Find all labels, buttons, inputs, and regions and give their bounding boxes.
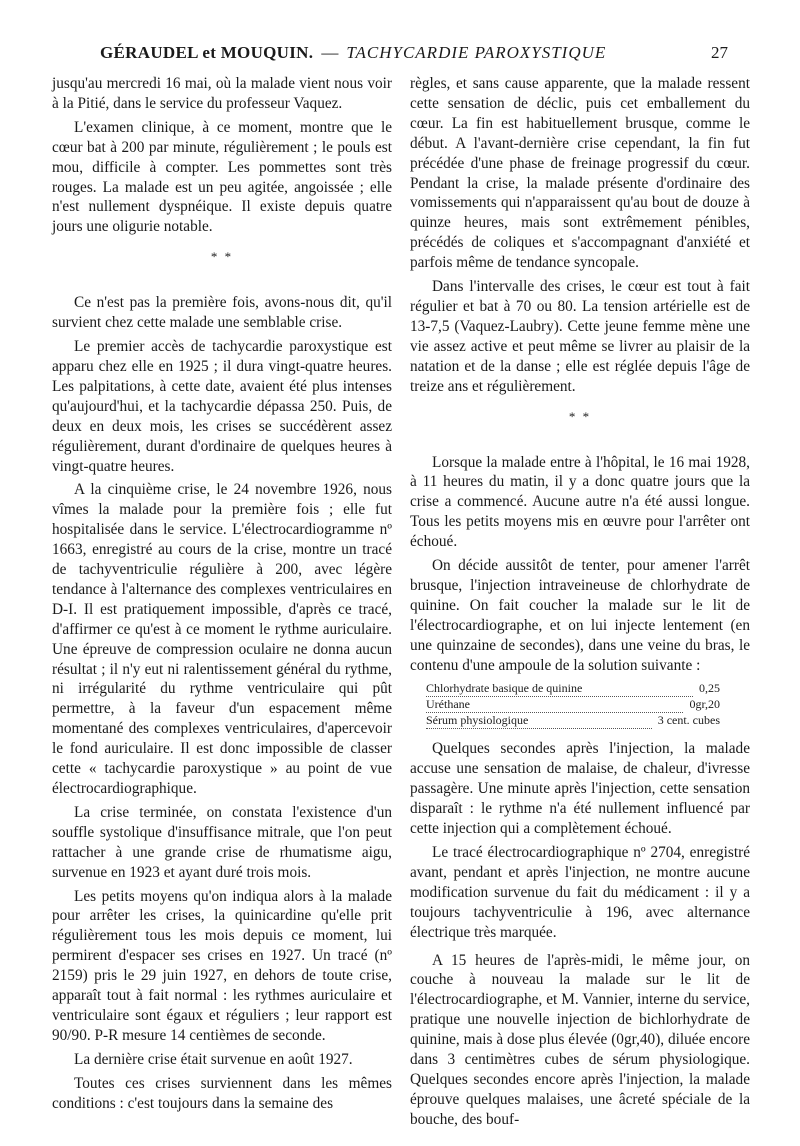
formula-item: Sérum physiologique [426, 713, 652, 729]
formula-item: Chlorhydrate basique de quinine [426, 681, 693, 697]
formula-quantity: 3 cent. cubes [657, 713, 720, 728]
section-separator-stars [410, 408, 750, 441]
right-column [410, 74, 750, 1134]
paragraph: Dans l'intervalle des crises, le cœur est tout à fait régulier et bat à 70 ou 80. La tension artérielle est de 13-7,5 (Vaquez-Laubry). Cette jeune femme mène une vie assez active et peut même se livrer au plaisir de la natation et de la danse ; elle est réglée depuis l'âge de treize ans et régulièrement. [410, 278, 750, 395]
formula-item: Uréthane [426, 697, 683, 713]
paragraph: La dernière crise était survenue en août 1927. [74, 1050, 353, 1068]
paragraph: L'examen clinique, à ce moment, montre que le cœur bat à 200 par minute, régulièrement ; le pouls est mou, difficile à compter. Les pommettes sont très rouges. La malade est un peu agitée, angoissée ; elle n'est nullement dyspnéique. Il existe depuis quatre jours une oligurie notable. [52, 118, 392, 236]
page-number: 27 [711, 43, 728, 62]
paragraph: jusqu'au mercredi 16 mai, où la malade vient nous voir à la Pitié, dans le service du professeur Vaquez. [52, 75, 392, 112]
section-separator-stars [52, 251, 392, 281]
running-header [100, 40, 728, 66]
formula-row [410, 681, 750, 697]
header-authors: GÉRAUDEL et MOUQUIN. [100, 43, 314, 62]
paragraph: On décide aussitôt de tenter, pour amener l'arrêt brusque, l'injection intraveineuse de chlorhydrate de quinine. On fait coucher la malade sur le lit de l'électrocardiographe, et on lui injecte lentement (en une quinzaine de secondes), dans une veine du bras, le contenu d'une ampoule de la solution suivante : [410, 557, 750, 674]
formula-row [410, 697, 750, 713]
stars-glyph: * * [210, 249, 234, 265]
formula-quantity: 0gr,20 [689, 697, 720, 712]
paragraph: Toutes ces crises surviennent dans les mêmes conditions : c'est toujours dans la semaine des [52, 1074, 392, 1112]
paragraph: La crise terminée, on constata l'existence d'un souffle systolique d'insuffisance mitrale, que l'on peut rattacher à une grande crise de rhumatisme aigu, survenue en 1923 et ayant duré trois mois. [52, 803, 392, 881]
paragraph: A la cinquième crise, le 24 novembre 1926, nous vîmes la malade pour la première fois ; elle fut hospitalisée dans le service. L'électrocardiogramme nº 1663, enregistré au cours de la crise, montre un tracé de tachyventriculie régulière à 200, avec légère tendance à l'alternance des complexes ventriculaires en D-I. Il est pratiquement impossible, d'après ce tracé, d'affirmer ce qu'est à ce moment le rythme auriculaire. Une épreuve de compression oculaire ne donna aucun résultat ; il n'y eut ni ralentissement général du rythme, ni irrégularité du rythme ventriculaire qui pût permettre, à la faveur d'un espacement même momentané des complexes ventriculaires, d'apercevoir le fond auriculaire. Il est donc impossible de classer cette « tachycardie paroxystique » au point de vue électrocardiographique. [52, 481, 392, 797]
paragraph: Les petits moyens qu'on indiqua alors à la malade pour arrêter les crises, la quinicardine qu'elle prit régulièrement tous les mois depuis ce moment, lui permirent d'espacer ses crises en 1927. Un tracé (nº 2159) pris le 29 juin 1927, en dehors de toute crise, apparaît tout à fait normal : les rythmes auriculaire et ventriculaire sont égaux et réguliers ; leur rapport est 90/90. P-R mesure 14 centièmes de seconde. [52, 887, 392, 1044]
header-dash: — [321, 43, 339, 62]
paragraph: Quelques secondes après l'injection, la malade accuse une sensation de malaise, de chaleur, d'ivresse passagère. Une minute après l'injection, cette sensation disparaît : le rythme n'a été nullement influencé par cette injection qui a complètement échoué. [410, 740, 750, 838]
paragraph: Lorsque la malade entre à l'hôpital, le 16 mai 1928, à 11 heures du matin, il y a donc quatre jours que la crise a commencé. Aucune autre n'a été aussi longue. Tous les petits moyens mis en œuvre pour l'arrêter ont échoué. [410, 453, 750, 551]
formula-quantity: 0,25 [699, 681, 720, 696]
paragraph: Le premier accès de tachycardie paroxystique est apparu chez elle en 1925 ; il dura vingt-quatre heures. Les palpitations, à cette date, avaient été plus intenses qu'aujourd'hui, et la tachycardie dépassa 250. Puis, de deux en deux mois, les crises se succédèrent assez régulièrement, durant d'ordinaire de quelques heures à vingt-quatre heures. [52, 338, 392, 475]
paragraph: Le tracé électrocardiographique nº 2704, enregistré avant, pendant et après l'injection, ne montre aucune modification survenue du fait du médicament : il y a toujours tachyventriculie à 196, avec alternance électrique très marquée. [410, 844, 750, 941]
header-title: TACHYCARDIE PAROXYSTIQUE [346, 43, 607, 62]
formula-row [410, 713, 750, 729]
paragraph: règles, et sans cause apparente, que la malade ressent cette sensation de déclic, puis cet emballement du cœur. La fin est habituellement brusque, comme le début. A l'avant-dernière crise cependant, la fin fut précédée d'une phase de freinage progressif du cœur. Pendant la crise, la malade présente d'ordinaire des vomissements qui n'apparaissent qu'au bout de douze à quinze heures, mais sont extrêmement pénibles, précédés de coliques et s'accompagnant d'anxiété et parfois même de tendance syncopale. [410, 75, 750, 272]
paragraph: Ce n'est pas la première fois, avons-nous dit, qu'il survient chez cette malade une semblable crise. [52, 294, 392, 332]
stars-glyph: * * [568, 408, 592, 424]
left-column [52, 74, 392, 1118]
prescription-formula [410, 681, 750, 729]
paragraph: A 15 heures de l'après-midi, le même jour, on couche à nouveau la malade sur le lit de l'électrocardiographe, et M. Vannier, interne du service, pratique une nouvelle injection de bichlorhydrate de quinine, mais à dose plus élevée (0gr,40), diluée encore dans 3 centimètres cubes de sérum physiologique. Quelques secondes encore après l'injection, la malade éprouve quelques malaises, une âcreté spéciale de la bouche, des bouf- [410, 951, 750, 1128]
